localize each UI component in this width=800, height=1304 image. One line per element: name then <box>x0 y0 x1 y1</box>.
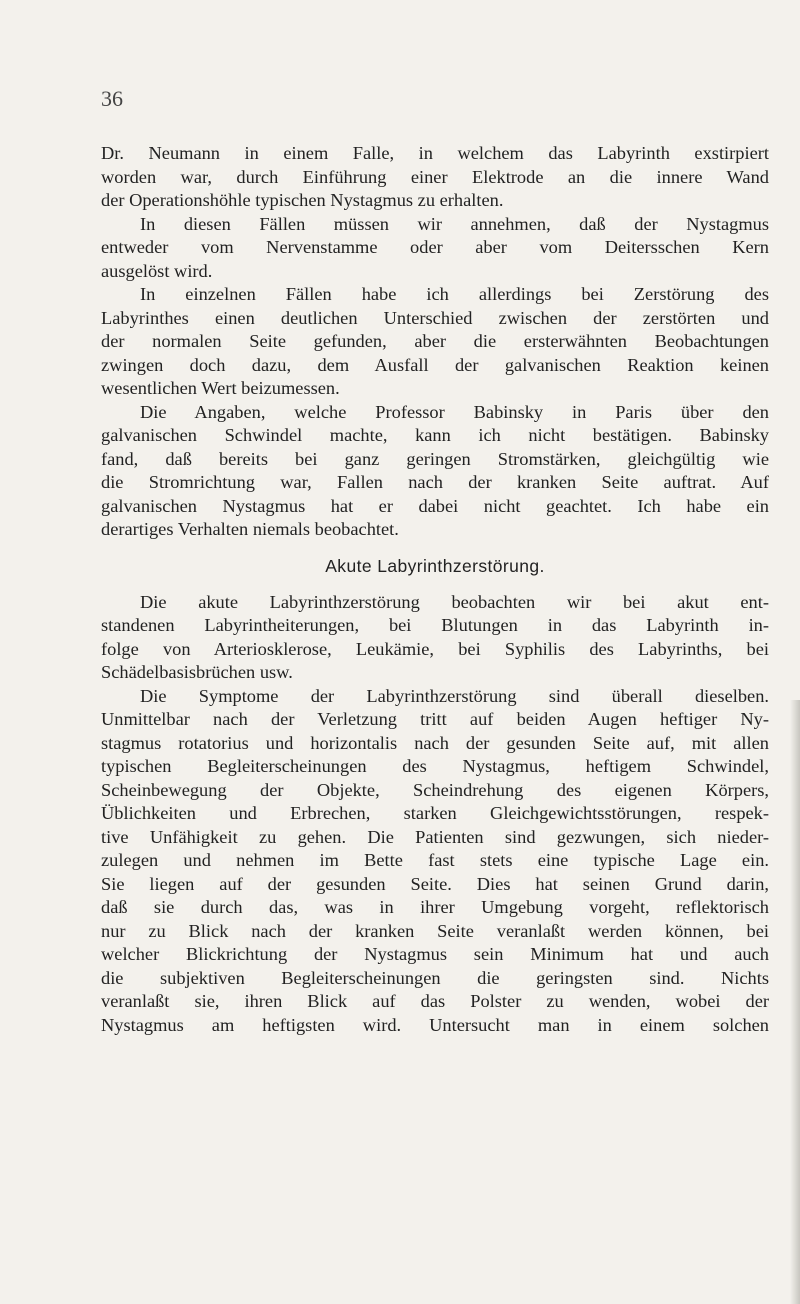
text-line: Sie liegen auf der gesunden Seite. Dies hat seinen Grund darin, <box>101 873 769 894</box>
text-line: Dr. Neumann in einem Falle, in welchem das Labyrinth exstirpiert <box>101 143 769 163</box>
paragraph-4 <box>101 401 769 542</box>
text-line: folge von Arteriosklerose, Leukämie, bei Syphilis des Labyrinths, bei <box>101 638 769 659</box>
text-line: zwingen doch dazu, dem Ausfall der galvanischen Reaktion keinen <box>101 354 769 375</box>
text-line: derartiges Verhalten niemals beobachtet. <box>101 519 399 539</box>
text-line: veranlaßt sie, ihren Blick auf das Polster zu wenden, wobei der <box>101 991 769 1011</box>
text-line: welcher Blickrichtung der Nystagmus sein Minimum hat und auch <box>101 944 769 964</box>
paragraph-2 <box>101 213 769 284</box>
text-line: zulegen und nehmen im Bette fast stets eine typische Lage ein. <box>101 850 769 870</box>
text-line: Die akute Labyrinthzerstörung beobachten wir bei akut ent- <box>140 591 769 612</box>
text-line: ausgelöst wird. <box>101 260 213 281</box>
text-line: die Stromrichtung war, Fallen nach der kranken Seite auftrat. Auf <box>101 472 769 492</box>
text-line: fand, daß bereits bei ganz geringen Stromstärken, gleichgültig wie <box>101 448 769 469</box>
text-line: der Operationshöhle typischen Nystagmus zu erhalten. <box>101 190 504 210</box>
text-line: entweder vom Nervenstamme oder aber vom Deitersschen Kern <box>101 237 769 257</box>
paragraph-5 <box>101 591 769 685</box>
text-line: In diesen Fällen müssen wir annehmen, daß der Nystagmus <box>140 213 769 234</box>
text-line: Die Symptome der Labyrinthzerstörung sind überall dieselben. <box>140 685 769 706</box>
text-line: Scheinbewegung der Objekte, Scheindrehung des eigenen Körpers, <box>101 779 769 800</box>
text-line: galvanischen Nystagmus hat er dabei nicht geachtet. Ich habe ein <box>101 495 769 516</box>
text-line: standenen Labyrintheiterungen, bei Blutungen in das Labyrinth in- <box>101 615 769 635</box>
text-line: In einzelnen Fällen habe ich allerdings bei Zerstörung des <box>140 284 769 304</box>
text-line: Üblichkeiten und Erbrechen, starken Gleichgewichtsstörungen, respek- <box>101 803 769 823</box>
text-line: Nystagmus am heftigsten wird. Untersucht man in einem solchen <box>101 1014 769 1035</box>
text-line: daß sie durch das, was in ihrer Umgebung vorgeht, reflektorisch <box>101 897 769 917</box>
text-line: tive Unfähigkeit zu gehen. Die Patienten sind gezwungen, sich nieder- <box>101 826 769 847</box>
text-line: wesentlichen Wert beizumessen. <box>101 378 340 398</box>
body-text <box>101 142 769 1037</box>
page-number: 36 <box>101 86 123 111</box>
paragraph-3 <box>101 283 769 401</box>
text-line: Unmittelbar nach der Verletzung tritt auf beiden Augen heftiger Ny- <box>101 709 769 729</box>
text-line: nur zu Blick nach der kranken Seite veranlaßt werden können, bei <box>101 920 769 941</box>
text-line: stagmus rotatorius und horizontalis nach der gesunden Seite auf, mit allen <box>101 732 769 753</box>
section-heading: Akute Labyrinthzerstörung. <box>325 555 545 576</box>
text-line: Die Angaben, welche Professor Babinsky in Paris über den <box>140 401 769 422</box>
text-line: Schädelbasisbrüchen usw. <box>101 662 293 682</box>
page-edge-shadow <box>790 700 800 1304</box>
text-line: der normalen Seite gefunden, aber die ersterwähnten Beobachtungen <box>101 331 769 351</box>
paragraph-6 <box>101 685 769 1038</box>
text-line: die subjektiven Begleiterscheinungen die geringsten sind. Nichts <box>101 967 769 988</box>
paragraph-1 <box>101 142 769 213</box>
text-line: galvanischen Schwindel machte, kann ich nicht bestätigen. Babinsky <box>101 425 769 445</box>
text-line: worden war, durch Einführung einer Elektrode an die innere Wand <box>101 166 769 187</box>
text-line: Labyrinthes einen deutlichen Unterschied zwischen der zerstörten und <box>101 307 769 328</box>
text-line: typischen Begleiterscheinungen des Nystagmus, heftigem Schwindel, <box>101 756 769 776</box>
